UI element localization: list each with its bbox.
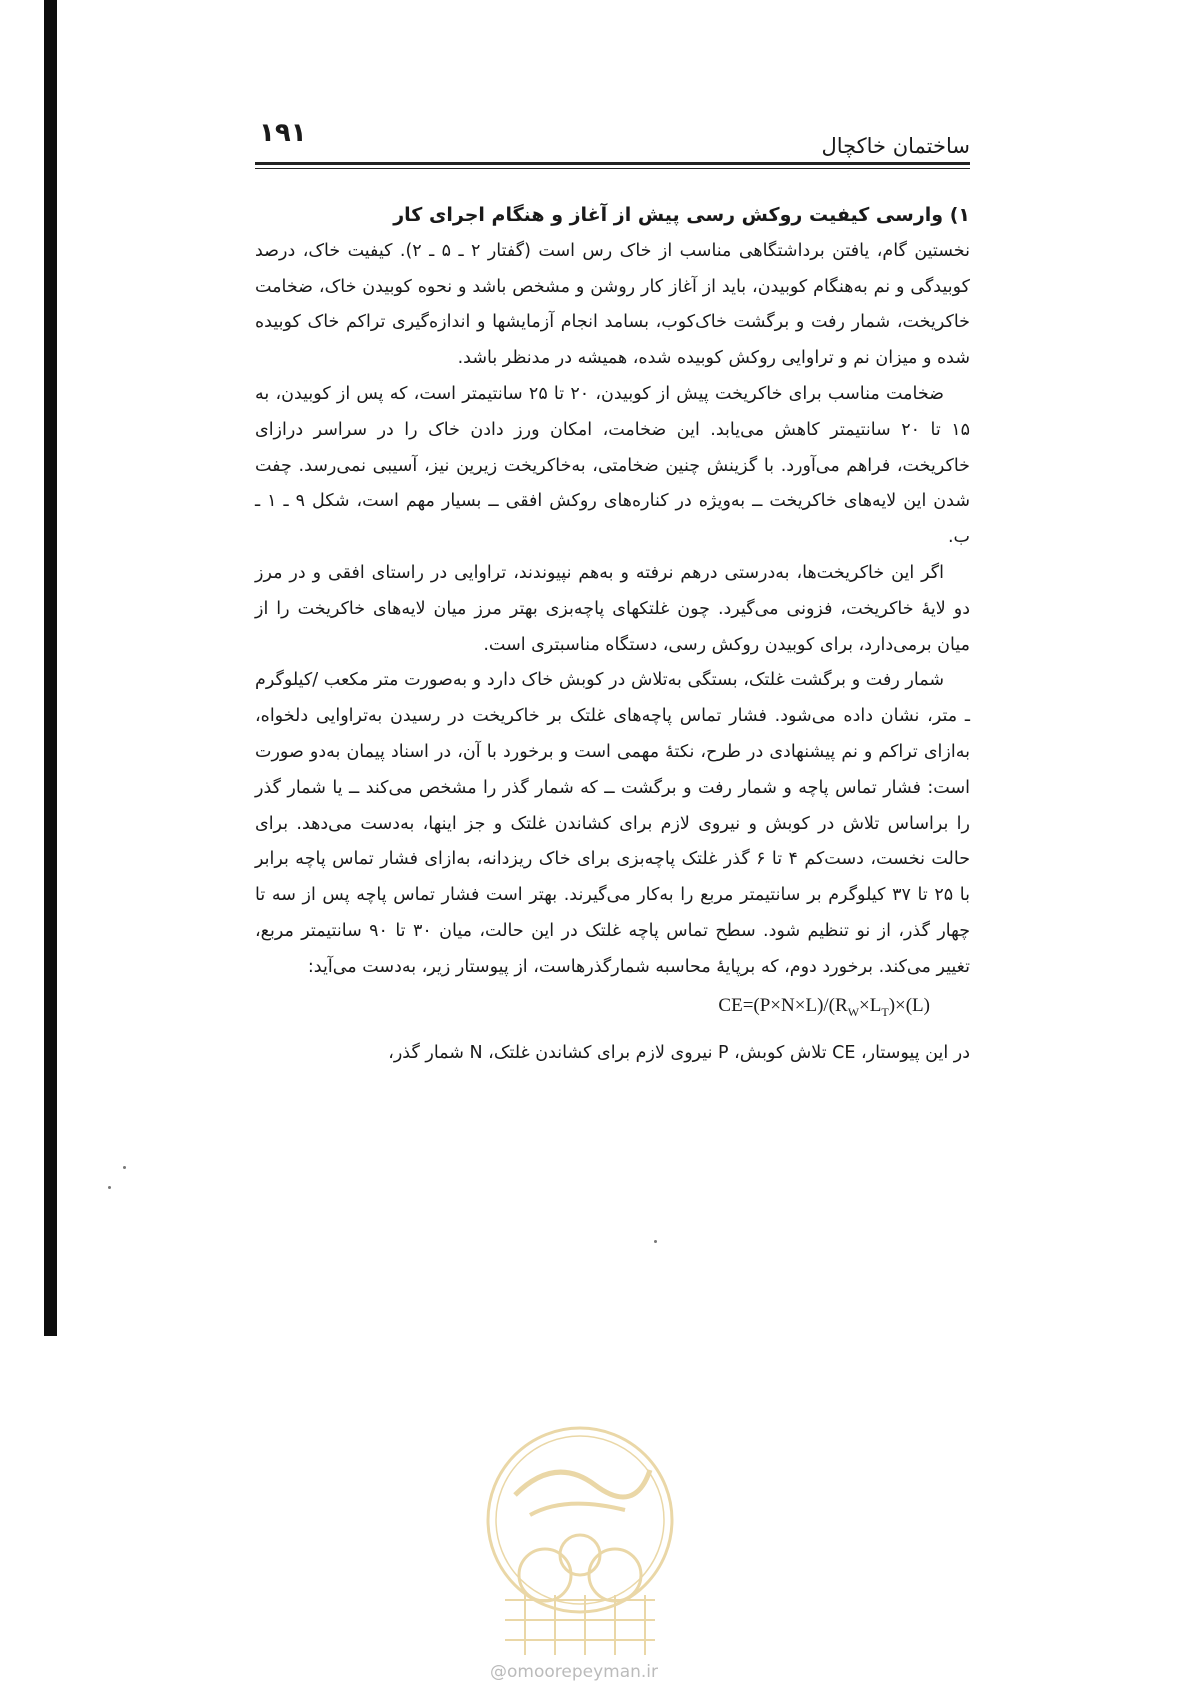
formula-lhs: CE=(P×N×L)/(R [718, 994, 848, 1016]
scan-speck [654, 1240, 657, 1243]
scan-binding-edge [44, 0, 57, 1336]
formula-sub-t: T [881, 1004, 889, 1019]
body-text [255, 198, 970, 1072]
paragraph-1: نخستین گام، یافتن برداشتگاهی مناسب از خاک رس است (گفتار ۲ ـ ۵ ـ ۲). کیفیت خاک، درصد کوبیدگی و نم به‌هنگام کوبیدن، باید از آغاز کار روشن و مشخص باشد و نحوه کوبیدن خاک، ضخامت خاکریخت، شمار رفت و برگشت خاک‌کوب، بسامد انجام آزمایشها و اندازه‌گیری تراکم خاک کوبیده شده و میزان نم و تراوایی روکش کوبیده شده، همیشه در مدنظر باشد. [255, 240, 970, 369]
compaction-effort-formula [255, 988, 970, 1031]
formula-rhs: )×(L) [888, 994, 930, 1016]
watermark-url: @omoorepeyman.ir [490, 1662, 659, 1682]
closing-line: در این پیوستار، CE تلاش کوبش، P نیروی لازم برای کشاندن غلتک، N شمار گذر، [388, 1043, 970, 1064]
running-head [255, 118, 970, 164]
header-rule-thick [255, 162, 970, 165]
header-rule-thin [255, 168, 970, 169]
formula-sub-w: W [847, 1004, 860, 1019]
formula-mid: ×L [859, 994, 882, 1016]
scan-speck [123, 1166, 126, 1169]
page-number: ۱۹۱ [259, 118, 307, 148]
paragraph-3: اگر این خاکریخت‌ها، به‌درستی درهم نرفته و به‌هم نپیوندند، تراوایی در راستای افقی و در مرز دو لایهٔ خاکریخت، فزونی می‌گیرد. چون غلتکهای پاچه‌بزی بهتر مرز میان لایه‌های خاکریخت را از میان برمی‌دارد، برای کوبیدن روکش رسی، دستگاه مناسبتری است. [255, 562, 970, 655]
publisher-logo-watermark [475, 1415, 685, 1665]
chapter-title: ساختمان خاکچال [821, 134, 970, 158]
paragraph-2: ضخامت مناسب برای خاکریخت پیش از کوبیدن، ۲۰ تا ۲۵ سانتیمتر است، که پس از کوبیدن، به ۱۵ تا ۲۰ سانتیمتر کاهش می‌یابد. این ضخامت، امکان ورز دادن خاک را در سراسر درازای خاکریخت، فراهم می‌آورد. با گزینش چنین ضخامتی، به‌خاکریخت زیرین نیز، آسیبی نمی‌رسد. چفت شدن این لایه‌های خاکریخت ــ به‌ویژه در کناره‌های روکش افقی ــ بسیار مهم است، شکل ۹ ـ ۱ ـ ب. [255, 383, 970, 548]
section-heading: ۱) وارسی کیفیت روکش رسی پیش از آغاز و هنگام اجرای کار [393, 204, 970, 226]
paragraph-4: شمار رفت و برگشت غلتک، بستگی به‌تلاش در کوبش خاک دارد و به‌صورت متر مکعب /کیلوگرم ـ متر، نشان داده می‌شود. فشار تماس پاچه‌های غلتک بر خاکریخت در رسیدن به‌تراوایی دلخواه، به‌ازای تراکم و نم پیشنهادی در طرح، نکتهٔ مهمی است و برخورد با آن، در اسناد پیمان به‌دو صورت است: فشار تماس پاچه و شمار رفت و برگشت ــ که شمار گذر را مشخص می‌کند ــ یا شمار گذر را براساس تلاش در کوبش و نیروی لازم برای کشاندن غلتک و جز اینها، به‌دست می‌دهد. برای حالت نخست، دست‌کم ۴ تا ۶ گذر غلتک پاچه‌بزی برای خاک ریزدانه، به‌ازای فشار تماس پاچه برابر با ۲۵ تا ۳۷ کیلوگرم بر سانتیمتر مربع را به‌کار می‌گیرند. بهتر است فشار تماس پاچه پس از سه تا چهار گذر، از نو تنظیم شود. سطح تماس پاچه غلتک در این حالت، میان ۳۰ تا ۹۰ سانتیمتر مربع، تغییر می‌کند. برخورد دوم، که برپایهٔ محاسبه شمارگذرهاست، از پیوستار زیر، به‌دست می‌آید: [255, 670, 971, 977]
scan-speck [108, 1186, 111, 1189]
